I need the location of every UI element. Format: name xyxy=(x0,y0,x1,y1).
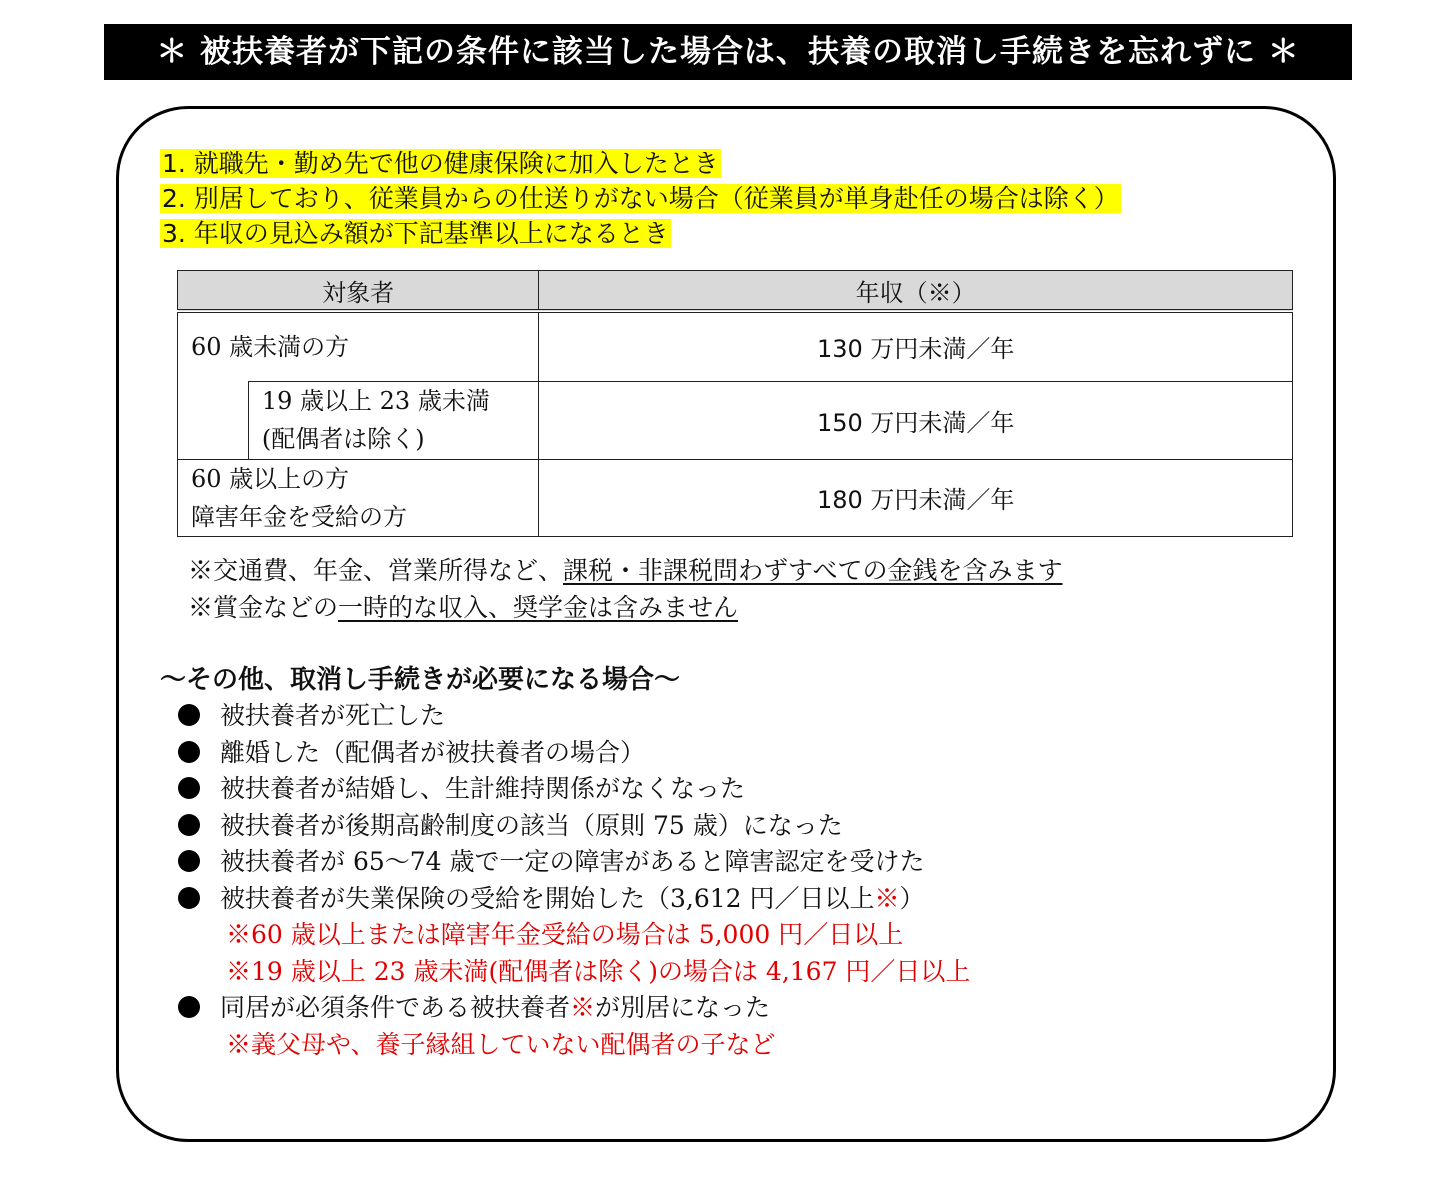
note-mark: ※ xyxy=(570,993,596,1022)
note-mark: ※ xyxy=(874,883,900,913)
table-row xyxy=(178,459,1293,536)
row-label xyxy=(248,381,539,459)
row-label-line1: 19 歳以上 23 歳未満 xyxy=(261,387,490,415)
sub-note: ※19 歳以上 23 歳未満(配偶者は除く)の場合は 4,167 円／日以上 xyxy=(226,956,971,986)
bullet-icon xyxy=(178,704,200,726)
list-item-text: 被扶養者が 65～74 歳で一定の障害があると障害認定を受けた xyxy=(220,847,925,876)
list-item xyxy=(178,771,970,808)
list-item xyxy=(178,844,970,881)
bullet-icon xyxy=(178,741,200,763)
income-notes xyxy=(188,552,1063,626)
list-item xyxy=(178,735,970,772)
condition-item xyxy=(160,216,1121,251)
condition-text: 3. 年収の見込み額が下記基準以上になるとき xyxy=(162,219,669,248)
indent-spacer xyxy=(178,381,249,459)
row-label-line2: 障害年金を受給の方 xyxy=(191,502,407,531)
row-value: 180 万円未満／年 xyxy=(539,459,1293,536)
bullet-icon xyxy=(178,887,200,909)
bullet-icon xyxy=(178,850,200,872)
list-item-text-suffix: ） xyxy=(899,883,925,913)
header-target: 対象者 xyxy=(178,271,539,312)
condition-text: 1. 就職先・勤め先で他の健康保険に加入したとき xyxy=(162,149,719,178)
bullet-icon xyxy=(178,777,200,799)
other-cases-list xyxy=(178,698,970,1063)
page-banner-title: ＊ 被扶養者が下記の条件に該当した場合は、扶養の取消し手続きを忘れずに ＊ xyxy=(104,24,1352,80)
header-income: 年収（※） xyxy=(539,271,1293,312)
note-line xyxy=(188,589,1063,626)
list-item-text: 被扶養者が失業保険の受給を開始した（3,612 円／日以上 xyxy=(220,883,875,913)
row-label-line1: 60 歳以上の方 xyxy=(191,464,350,493)
condition-list xyxy=(160,146,1121,251)
row-label xyxy=(178,459,539,536)
income-threshold-table xyxy=(177,270,1293,537)
row-label: 60 歳未満の方 xyxy=(178,311,539,381)
sub-note: ※義父母や、養子縁組していない配偶者の子など xyxy=(226,1029,776,1059)
list-item-text-suffix: が別居になった xyxy=(595,993,771,1022)
table-row xyxy=(178,311,1293,381)
list-item-text: 離婚した（配偶者が被扶養者の場合） xyxy=(220,737,646,767)
row-value: 130 万円未満／年 xyxy=(539,311,1293,381)
bullet-icon xyxy=(178,814,200,836)
note-underlined: 課税・非課税問わずすべての金銭を含みます xyxy=(563,556,1063,585)
list-item xyxy=(178,808,970,845)
condition-item xyxy=(160,146,1121,181)
table-row xyxy=(178,381,1293,459)
table-header-row xyxy=(178,271,1293,312)
note-prefix: ※交通費、年金、営業所得など、 xyxy=(188,556,564,585)
row-value: 150 万円未満／年 xyxy=(539,381,1293,459)
note-prefix: ※賞金などの xyxy=(188,593,339,622)
list-item-text: 同居が必須条件である被扶養者 xyxy=(220,993,571,1022)
list-item-text: 被扶養者が後期高齢制度の該当（原則 75 歳）になった xyxy=(220,810,843,840)
row-label-line2: (配偶者は除く) xyxy=(261,425,425,453)
sub-note: ※60 歳以上または障害年金受給の場合は 5,000 円／日以上 xyxy=(226,920,904,949)
bullet-icon xyxy=(178,996,200,1018)
list-item xyxy=(178,698,970,735)
list-item xyxy=(178,881,970,918)
list-item-text: 被扶養者が結婚し、生計維持関係がなくなった xyxy=(220,774,746,803)
note-line xyxy=(188,552,1063,589)
list-item xyxy=(178,990,970,1027)
note-underlined: 一時的な収入、奨学金は含みません xyxy=(338,593,739,622)
condition-item xyxy=(160,181,1121,216)
condition-text: 2. 別居しており、従業員からの仕送りがない場合（従業員が単身赴任の場合は除く） xyxy=(162,184,1119,213)
other-cases-heading: ～その他、取消し手続きが必要になる場合～ xyxy=(160,665,681,695)
list-item-text: 被扶養者が死亡した xyxy=(220,701,446,730)
